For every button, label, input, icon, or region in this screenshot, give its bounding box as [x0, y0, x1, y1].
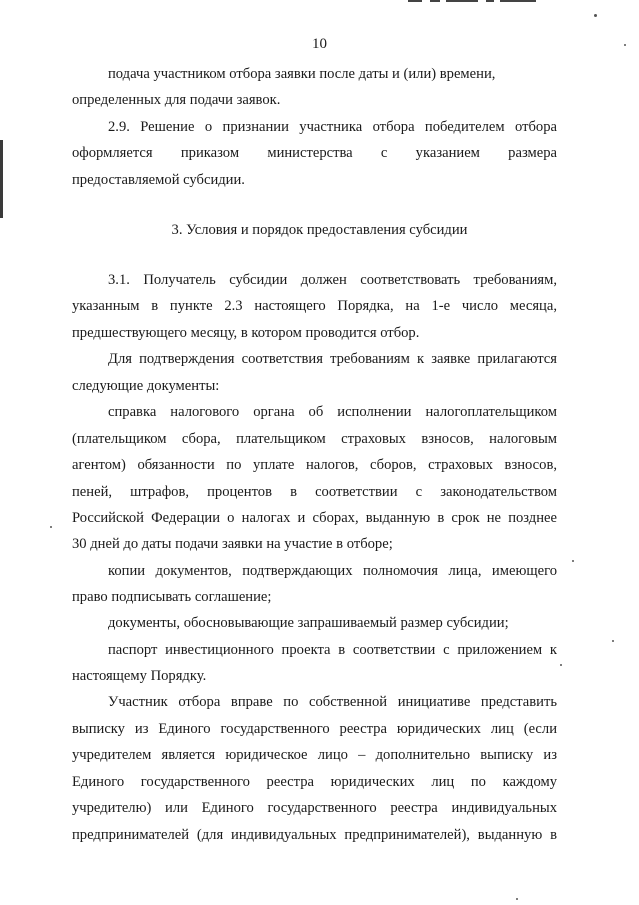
text-line: паспорт инвестиционного проекта в соответствии с приложением к: [108, 642, 557, 658]
text-line: определенных для подачи заявок.: [72, 92, 281, 108]
scan-artifact: [408, 0, 422, 2]
text-line: Российской Федерации о налогах и сборах, выданную в срок не позднее: [72, 510, 557, 526]
text-line: подача участником отбора заявки после даты и (или) времени,: [108, 66, 496, 82]
text-line: документы, обосновывающие запрашиваемый размер субсидии;: [108, 615, 509, 631]
text-line: (плательщиком сбора, плательщиком страховых взносов, налоговым: [72, 431, 557, 447]
text-line: учредителем является юридическое лицо – дополнительно выписку из: [72, 747, 557, 763]
text-line: 3.1. Получатель субсидии должен соответствовать требованиям,: [108, 272, 557, 288]
text-line: справка налогового органа об исполнении налогоплательщиком: [108, 404, 557, 420]
text-line: Единого государственного реестра юридических лиц по каждому: [72, 774, 557, 790]
text-line: выписку из Единого государственного реестра юридических лиц (если: [72, 721, 557, 737]
text-line: предшествующего месяцу, в котором проводится отбор.: [72, 325, 420, 341]
scan-speck: [50, 526, 52, 528]
text-line: предпринимателей (для индивидуальных предпринимателей), выданную в: [72, 827, 557, 843]
text-line: предоставляемой субсидии.: [72, 172, 245, 188]
scan-speck: [612, 640, 614, 642]
text-line: учредителю) или Единого государственного реестра индивидуальных: [72, 800, 557, 816]
text-line: Для подтверждения соответствия требованиям к заявке прилагаются: [108, 351, 557, 367]
text-line: 30 дней до даты подачи заявки на участие в отборе;: [72, 536, 393, 552]
scan-speck: [594, 14, 597, 17]
scan-margin-mark: [0, 140, 3, 218]
section-heading: 3. Условия и порядок предоставления субсидии: [171, 222, 468, 238]
text-line: право подписывать соглашение;: [72, 589, 272, 605]
scan-speck: [572, 560, 574, 562]
text-line: настоящему Порядку.: [72, 668, 207, 684]
text-line: оформляется приказом министерства с указанием размера: [72, 145, 557, 161]
text-line: следующие документы:: [72, 378, 220, 394]
text-line: копии документов, подтверждающих полномочия лица, имеющего: [108, 563, 557, 579]
scan-artifact: [430, 0, 440, 2]
scan-speck: [516, 898, 518, 900]
text-line: 2.9. Решение о признании участника отбора победителем отбора: [108, 119, 557, 135]
text-line: Участник отбора вправе по собственной инициативе представить: [108, 694, 557, 710]
text-line: указанным в пункте 2.3 настоящего Порядка, на 1-е число месяца,: [72, 298, 557, 314]
text-line: пеней, штрафов, процентов в соответствии с законодательством: [72, 484, 557, 500]
scan-artifact: [500, 0, 536, 2]
text-line: агентом) обязанности по уплате налогов, сборов, страховых взносов,: [72, 457, 557, 473]
scan-speck: [560, 664, 562, 666]
scan-artifact: [486, 0, 494, 2]
page-number: 10: [312, 36, 327, 52]
scan-artifact: [446, 0, 478, 2]
